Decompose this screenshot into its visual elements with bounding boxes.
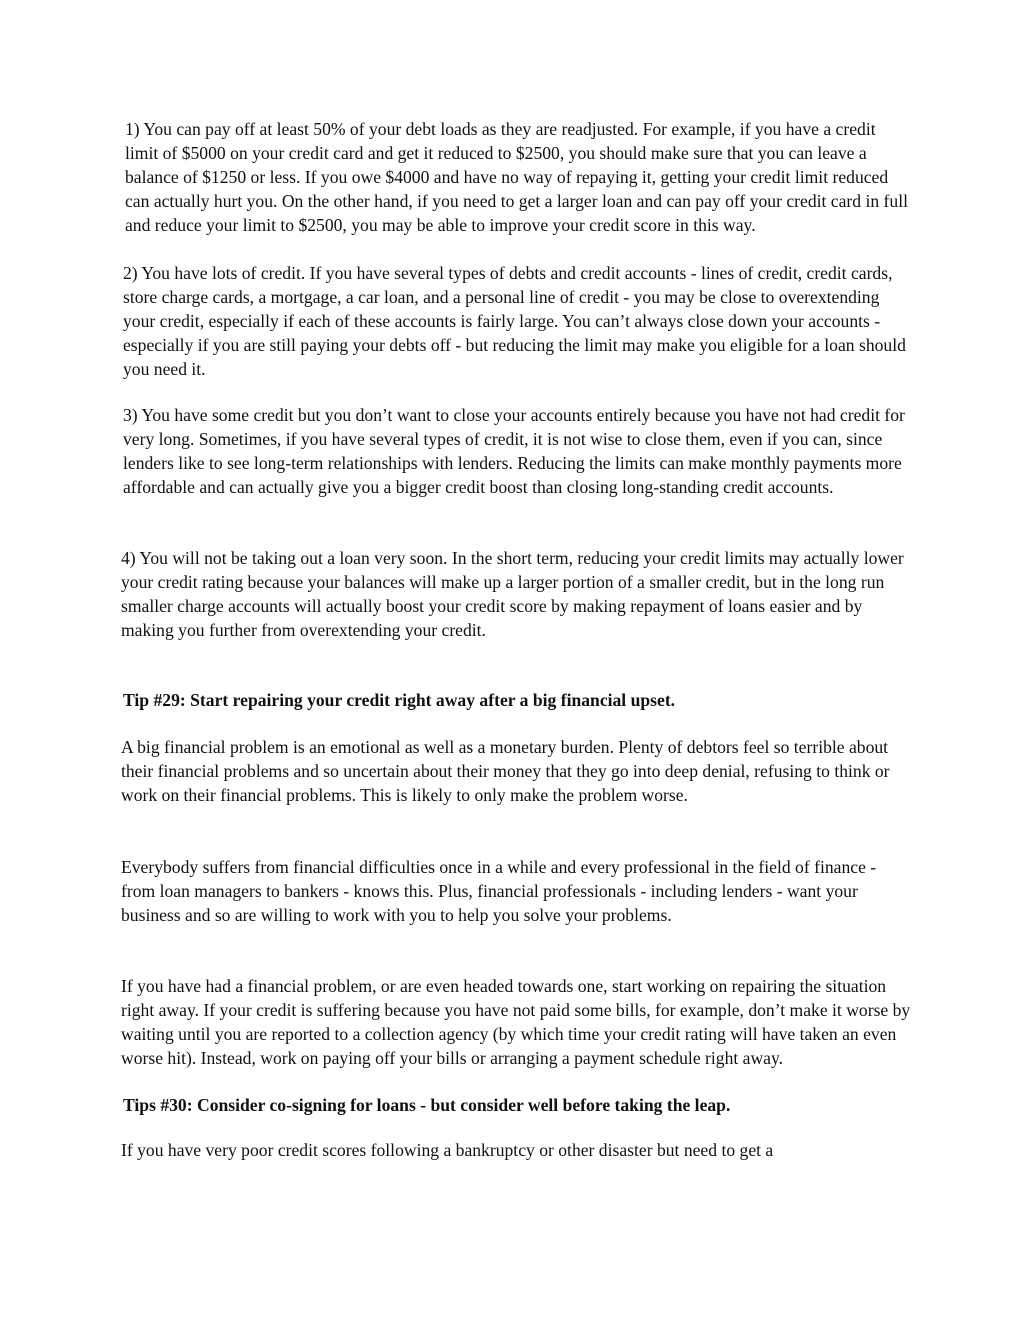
tip-29-paragraph-3: If you have had a financial problem, or are even headed towards one, start working on repairing the situation right away. If your credit is suffering because you have not paid some bills, for example, don’t make it worse by waiting until you are reported to a collection agency (by which time your credit rating will have taken an even worse hit). Instead, work on paying off your bills or arranging a payment schedule right away. bbox=[121, 976, 911, 1068]
tip-29-paragraph-2: Everybody suffers from financial difficulties once in a while and every professional in the field of finance - from loan managers to bankers - knows this. Plus, financial professionals - including lenders - want your business and so are willing to work with you to help you solve your problems. bbox=[121, 857, 877, 925]
tip-30-paragraph-1: If you have very poor credit scores following a bankruptcy or other disaster but need to get a bbox=[121, 1140, 774, 1160]
tip-29-paragraph-3-block bbox=[121, 974, 911, 1070]
list-item-2 bbox=[121, 261, 911, 381]
tip-30-paragraph-1-block bbox=[121, 1138, 911, 1162]
tip-29-paragraph-1: A big financial problem is an emotional as well as a monetary burden. Plenty of debtors feel so terrible about their financial problems and so uncertain about their money that they go into deep denial, refusing to think or work on their financial problems. This is likely to only make the problem worse. bbox=[121, 737, 890, 805]
list-item-1 bbox=[121, 117, 911, 237]
list-item-2-text: 2) You have lots of credit. If you have several types of debts and credit accounts - lines of credit, credit cards, store charge cards, a mortgage, a car loan, and a personal line of credit - you may be close to overextending your credit, especially if each of these accounts is fairly large. You can’t always close down your accounts - especially if you are still paying your debts off - but reducing the limit may make you eligible for a loan should you need it. bbox=[123, 263, 906, 379]
tip-29-heading: Tip #29: Start repairing your credit right away after a big financial upset. bbox=[123, 690, 676, 710]
list-item-3 bbox=[121, 403, 911, 499]
list-item-4-text: 4) You will not be taking out a loan very soon. In the short term, reducing your credit limits may actually lower your credit rating because your balances will make up a larger portion of a smaller credit, but in the long run smaller charge accounts will actually boost your credit score by making repayment of loans easier and by making you further from overextending your credit. bbox=[121, 548, 904, 640]
tip-29-paragraph-2-block bbox=[121, 855, 911, 927]
list-item-4 bbox=[121, 546, 911, 642]
tip-29-paragraph-1-block bbox=[121, 735, 911, 807]
tip-29-heading-block bbox=[121, 688, 911, 712]
tip-30-heading: Tips #30: Consider co-signing for loans - but consider well before taking the leap. bbox=[123, 1095, 731, 1115]
list-item-1-text: 1) You can pay off at least 50% of your debt loads as they are readjusted. For example, if you have a credit limit of $5000 on your credit card and get it reduced to $2500, you should make sure that you can leave a balance of $1250 or less. If you owe $4000 and have no way of repaying it, getting your credit limit reduced can actually hurt you. On the other hand, if you need to get a larger loan and can pay off your credit card in full and reduce your limit to $2500, you may be able to improve your credit score in this way. bbox=[125, 119, 908, 235]
tip-30-heading-block bbox=[121, 1093, 911, 1117]
list-item-3-text: 3) You have some credit but you don’t want to close your accounts entirely because you have not had credit for very long. Sometimes, if you have several types of credit, it is not wise to close them, even if you can, since lenders like to see long-term relationships with lenders. Reducing the limits can make monthly payments more affordable and can actually give you a bigger credit boost than closing long-standing credit accounts. bbox=[123, 405, 905, 497]
